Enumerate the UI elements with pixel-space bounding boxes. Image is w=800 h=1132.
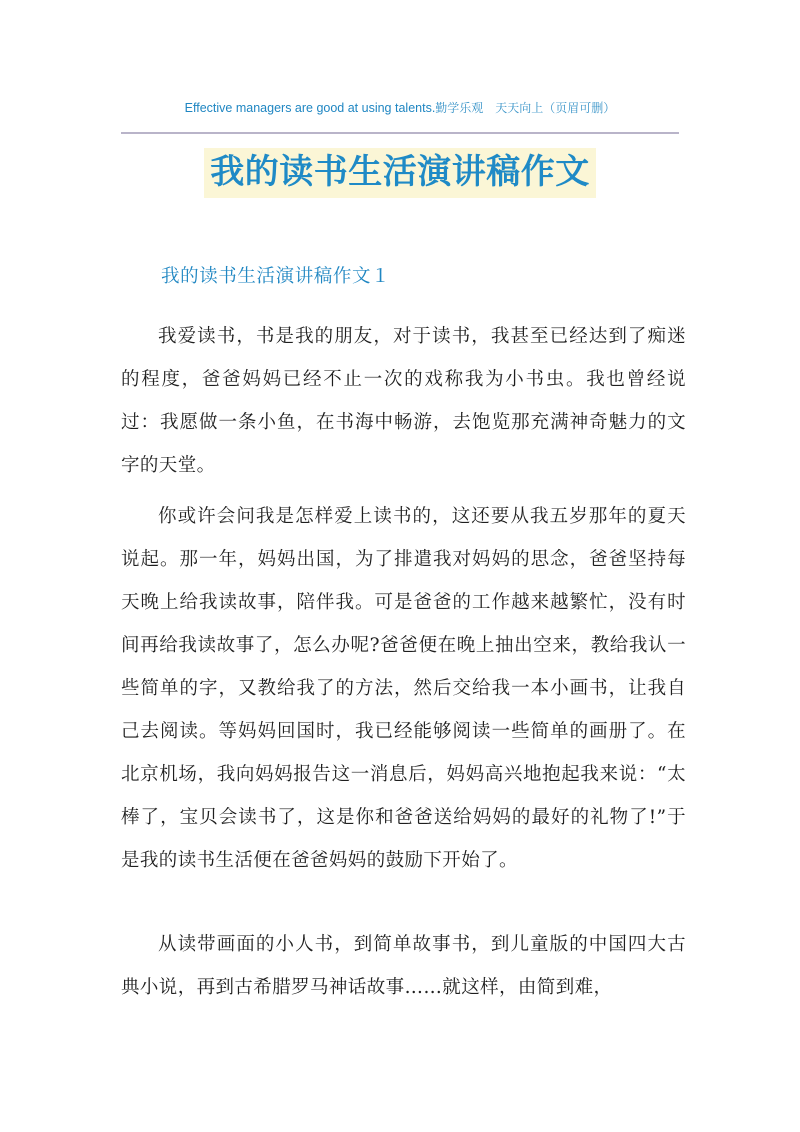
title-container [0,148,800,198]
header-divider [121,132,679,134]
header-english-text: Effective managers are good at using talents. [184,101,436,115]
document-title: 我的读书生活演讲稿作文 [204,148,596,198]
header-chinese-text: 勤学乐观 天天向上（页眉可删） [435,101,616,115]
paragraph-2: 你或许会问我是怎样爱上读书的，这还要从我五岁那年的夏天说起。那一年，妈妈出国，为了排遣我对妈妈的思念，爸爸坚持每天晚上给我读故事，陪伴我。可是爸爸的工作越来越繁忙，没有时间再给我读故事了，怎么办呢?爸爸便在晚上抽出空来，教给我认一些简单的字，又教给我了的方法，然后交给我一本小画书，让我自己去阅读。等妈妈回国时，我已经能够阅读一些简单的画册了。在北京机场，我向妈妈报告这一消息后，妈妈高兴地抱起我来说：“太棒了，宝贝会读书了，这是你和爸爸送给妈妈的最好的礼物了!”于是我的读书生活便在爸爸妈妈的鼓励下开始了。 [121,506,686,871]
section-heading: 我的读书生活演讲稿作文１ [161,266,391,287]
paragraph-3: 从读带画面的小人书，到简单故事书，到儿童版的中国四大古典小说，再到古希腊罗马神话故事……就这样，由简到难， [121,934,686,998]
page-header [0,99,800,116]
paragraph-1: 我爱读书，书是我的朋友，对于读书，我甚至已经达到了痴迷的程度，爸爸妈妈已经不止一次的戏称我为小书虫。我也曾经说过：我愿做一条小鱼，在书海中畅游，去饱览那充满神奇魅力的文字的天堂。 [121,326,686,476]
